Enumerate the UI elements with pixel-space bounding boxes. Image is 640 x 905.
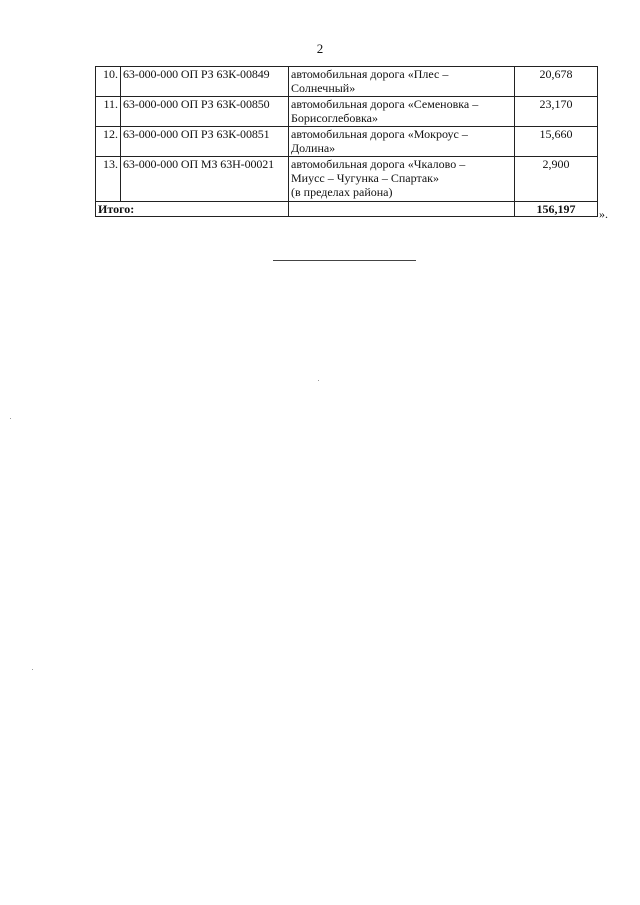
road-id-code: 63-000-000 ОП РЗ 63К-00850 [121, 97, 289, 127]
table-row [96, 127, 598, 157]
road-name-line: автомобильная дорога «Мокроус – [291, 127, 468, 141]
road-name-line: Миусс – Чугунка – Спартак» [291, 171, 440, 185]
table-row [96, 157, 598, 202]
total-value: 156,197 [515, 202, 598, 217]
scan-speck [318, 380, 319, 381]
road-length: 2,900 [515, 157, 598, 202]
road-name-line: Долина» [291, 141, 336, 155]
row-number: 10. [96, 67, 121, 97]
total-label: Итого: [96, 202, 289, 217]
road-length: 23,170 [515, 97, 598, 127]
road-name [289, 127, 515, 157]
scan-speck [10, 418, 11, 419]
end-divider-line [273, 260, 416, 261]
roads-table [95, 66, 598, 217]
road-name-line: автомобильная дорога «Семеновка – [291, 97, 479, 111]
road-name [289, 157, 515, 202]
row-number: 13. [96, 157, 121, 202]
road-name [289, 97, 515, 127]
scan-speck [32, 669, 33, 670]
road-name-line: Солнечный» [291, 81, 356, 95]
road-name-line: автомобильная дорога «Плес – [291, 67, 449, 81]
total-empty-cell [289, 202, 515, 217]
page-number: 2 [316, 41, 324, 56]
road-id-code: 63-000-000 ОП РЗ 63К-00851 [121, 127, 289, 157]
road-id-code: 63-000-000 ОП РЗ 63К-00849 [121, 67, 289, 97]
road-id-code: 63-000-000 ОП МЗ 63Н-00021 [121, 157, 289, 202]
road-name-line: автомобильная дорога «Чкалово – [291, 157, 466, 171]
table-row [96, 97, 598, 127]
road-name [289, 67, 515, 97]
total-row [96, 202, 598, 217]
road-name-line: (в пределах района) [291, 185, 393, 199]
row-number: 12. [96, 127, 121, 157]
row-number: 11. [96, 97, 121, 127]
table-row [96, 67, 598, 97]
road-length: 15,660 [515, 127, 598, 157]
road-length: 20,678 [515, 67, 598, 97]
closing-quote: ». [599, 207, 608, 221]
road-name-line: Борисоглебовка» [291, 111, 379, 125]
